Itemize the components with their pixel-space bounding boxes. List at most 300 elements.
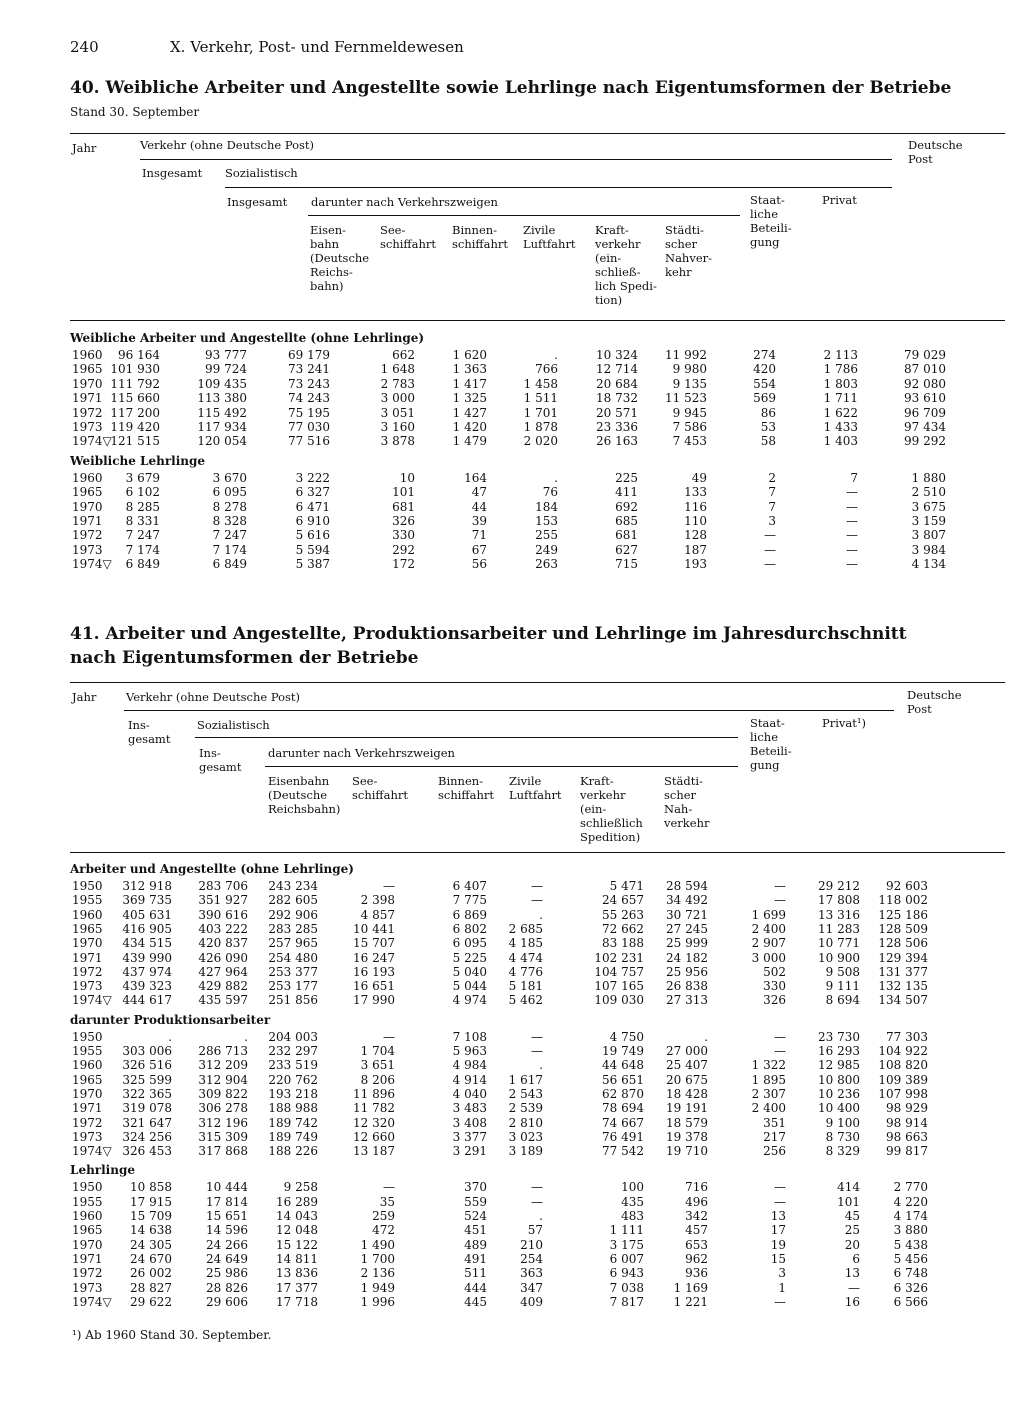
value-cell: 25 986 <box>206 1266 248 1281</box>
value-cell: 39 <box>471 514 487 528</box>
year-cell: 1960 <box>72 348 103 362</box>
value-cell: 188 988 <box>268 1101 318 1116</box>
value-cell: — <box>846 485 858 500</box>
value-cell: 62 870 <box>602 1086 644 1101</box>
value-cell: 4 857 <box>360 907 395 922</box>
value-cell: 12 714 <box>596 362 638 377</box>
value-cell: 109 030 <box>594 993 644 1008</box>
value-cell: 71 <box>471 528 487 543</box>
value-cell: 8 694 <box>825 993 860 1008</box>
value-cell: 24 670 <box>130 1251 172 1266</box>
value-cell: 681 <box>615 528 638 543</box>
value-cell: 370 <box>464 1180 487 1195</box>
value-cell: 2 770 <box>893 1180 928 1195</box>
value-cell: 3 878 <box>380 434 415 449</box>
value-cell: 7 174 <box>125 542 160 557</box>
col-verkehr: Verkehr (ohne Deutsche Post) <box>126 690 301 704</box>
value-cell: 7 038 <box>609 1280 644 1295</box>
value-cell: — <box>846 528 858 543</box>
value-cell: 93 777 <box>205 348 247 362</box>
value-cell: 420 837 <box>198 936 248 951</box>
value-cell: 15 <box>770 1251 786 1266</box>
year-cell: 1974▽ <box>72 993 112 1008</box>
value-cell: 7 586 <box>672 420 707 434</box>
value-cell: 6 849 <box>125 557 160 572</box>
value-cell: 427 964 <box>198 964 248 979</box>
value-cell: 7 <box>850 470 858 485</box>
value-cell: 24 657 <box>602 893 644 908</box>
value-cell: 1 325 <box>452 391 487 406</box>
value-cell: — <box>774 1180 786 1195</box>
year-cell: 1965 <box>72 362 103 377</box>
value-cell: — <box>531 1044 543 1058</box>
section-label: Weibliche Arbeiter und Angestellte (ohne Lehrlinge) <box>70 331 425 345</box>
value-cell: 111 792 <box>110 376 160 391</box>
value-cell: 6 471 <box>295 499 330 514</box>
year-cell: 1972 <box>72 528 103 543</box>
table-row <box>0 1266 1024 1280</box>
table-row <box>0 1030 1024 1044</box>
value-cell: 692 <box>615 499 638 514</box>
value-cell: 434 515 <box>122 936 172 951</box>
table-row <box>0 528 1024 542</box>
col-privat: Privat <box>822 193 857 207</box>
year-cell: 1973 <box>72 542 103 557</box>
col-binnen: Binnen- schiffahrt <box>452 223 508 251</box>
value-cell: 5 387 <box>295 557 330 572</box>
value-cell: 1 490 <box>360 1237 395 1252</box>
value-cell: 233 519 <box>268 1058 318 1073</box>
value-cell: 3 408 <box>452 1115 487 1130</box>
value-cell: — <box>764 542 776 557</box>
value-cell: 416 905 <box>122 921 172 936</box>
rule-darunter <box>265 766 738 767</box>
value-cell: 1 803 <box>823 376 858 391</box>
value-cell: 437 974 <box>122 964 172 979</box>
value-cell: 97 434 <box>904 420 946 434</box>
value-cell: 27 245 <box>666 921 708 936</box>
value-cell: 29 622 <box>130 1294 172 1309</box>
value-cell: 74 243 <box>288 391 330 406</box>
value-cell: 92 080 <box>904 376 946 391</box>
value-cell: 254 <box>520 1251 543 1266</box>
value-cell: 439 990 <box>122 950 172 965</box>
value-cell: 259 <box>372 1209 395 1223</box>
value-cell: 4 776 <box>508 964 543 979</box>
value-cell: — <box>846 514 858 528</box>
value-cell: 9 111 <box>825 979 860 994</box>
value-cell: 9 135 <box>672 376 707 391</box>
table-row <box>0 420 1024 434</box>
value-cell: 317 868 <box>198 1144 248 1159</box>
section-label: Arbeiter und Angestellte (ohne Lehrlinge) <box>70 862 354 876</box>
value-cell: 44 <box>471 499 487 514</box>
value-cell: 2 307 <box>751 1086 786 1101</box>
year-cell: 1960 <box>72 907 103 922</box>
value-cell: 3 023 <box>508 1129 543 1144</box>
value-cell: 483 <box>621 1209 644 1223</box>
value-cell: 2 783 <box>380 376 415 391</box>
value-cell: — <box>764 528 776 543</box>
value-cell: 18 732 <box>596 391 638 406</box>
value-cell: 3 880 <box>893 1223 928 1238</box>
value-cell: 49 <box>691 470 707 485</box>
value-cell: 2 539 <box>508 1101 543 1116</box>
value-cell: 2 543 <box>508 1086 543 1101</box>
value-cell: 101 <box>837 1194 860 1209</box>
value-cell: 20 571 <box>596 405 638 420</box>
col-post: Deutsche Post <box>907 688 962 716</box>
value-cell: 4 185 <box>508 936 543 951</box>
table-row <box>0 471 1024 485</box>
value-cell: 5 616 <box>295 528 330 543</box>
col-eisenbahn: Eisenbahn (Deutsche Reichsbahn) <box>268 774 341 816</box>
value-cell: 3 175 <box>609 1237 644 1252</box>
value-cell: 390 616 <box>198 907 248 922</box>
value-cell: 283 285 <box>268 921 318 936</box>
value-cell: — <box>848 1280 860 1295</box>
value-cell: 184 <box>535 499 558 514</box>
table-40-subtitle: Stand 30. September <box>70 105 200 119</box>
value-cell: 109 435 <box>197 376 247 391</box>
value-cell: 1 704 <box>360 1044 395 1058</box>
col-kraft: Kraft- verkehr (ein- schließ- lich Spedi- tion) <box>595 223 657 307</box>
value-cell: 116 <box>684 499 707 514</box>
value-cell: 1 322 <box>751 1058 786 1073</box>
value-cell: — <box>774 1194 786 1209</box>
rule-darunter <box>308 215 740 216</box>
value-cell: 10 771 <box>818 936 860 951</box>
table-41-title-line2: nach Eigentumsformen der Betriebe <box>70 648 419 668</box>
table-row <box>0 434 1024 448</box>
value-cell: . <box>554 470 558 485</box>
value-cell: 936 <box>685 1266 708 1281</box>
table-row <box>0 993 1024 1007</box>
year-cell: 1960 <box>72 1209 103 1223</box>
value-cell: 4 040 <box>452 1086 487 1101</box>
value-cell: 2 685 <box>508 921 543 936</box>
value-cell: 1 <box>778 1280 786 1295</box>
year-cell: 1965 <box>72 485 103 500</box>
value-cell: 5 594 <box>295 542 330 557</box>
value-cell: 6 326 <box>893 1280 928 1295</box>
value-cell: 99 292 <box>904 434 946 449</box>
value-cell: 1 880 <box>911 470 946 485</box>
value-cell: 8 328 <box>212 514 247 528</box>
value-cell: 87 010 <box>904 362 946 377</box>
value-cell: 58 <box>760 434 776 449</box>
value-cell: 330 <box>763 979 786 994</box>
value-cell: 25 999 <box>666 936 708 951</box>
value-cell: 75 195 <box>288 405 330 420</box>
table-row <box>0 1223 1024 1237</box>
value-cell: — <box>383 1029 395 1044</box>
col-post: Deutsche Post <box>908 138 963 166</box>
table-row <box>0 1209 1024 1223</box>
value-cell: 6 910 <box>295 514 330 528</box>
year-cell: 1971 <box>72 950 103 965</box>
value-cell: 5 963 <box>452 1044 487 1058</box>
value-cell: 20 <box>844 1237 860 1252</box>
value-cell: 8 730 <box>825 1129 860 1144</box>
value-cell: 13 316 <box>818 907 860 922</box>
table-row <box>0 1252 1024 1266</box>
value-cell: 11 896 <box>353 1086 395 1101</box>
value-cell: 99 817 <box>886 1144 928 1159</box>
value-cell: 255 <box>535 528 558 543</box>
value-cell: 118 002 <box>878 893 928 908</box>
value-cell: 28 594 <box>666 879 708 893</box>
value-cell: 420 <box>753 362 776 377</box>
value-cell: 8 329 <box>825 1144 860 1159</box>
value-cell: 1 111 <box>609 1223 644 1238</box>
table-row <box>0 965 1024 979</box>
value-cell: 16 <box>844 1294 860 1309</box>
value-cell: 232 297 <box>268 1044 318 1058</box>
value-cell: 28 827 <box>130 1280 172 1295</box>
year-cell: 1950 <box>72 1180 103 1195</box>
value-cell: 6 849 <box>212 557 247 572</box>
value-cell: 554 <box>753 376 776 391</box>
value-cell: . <box>539 1058 543 1073</box>
value-cell: 4 914 <box>452 1072 487 1087</box>
value-cell: 35 <box>379 1194 395 1209</box>
value-cell: 10 900 <box>818 950 860 965</box>
value-cell: 351 927 <box>198 893 248 908</box>
year-cell: 1974▽ <box>72 557 112 572</box>
value-cell: 121 515 <box>110 434 160 449</box>
value-cell: 189 749 <box>268 1129 318 1144</box>
value-cell: 67 <box>471 542 487 557</box>
value-cell: 3 051 <box>380 405 415 420</box>
value-cell: 45 <box>844 1209 860 1223</box>
value-cell: 4 134 <box>911 557 946 572</box>
value-cell: 274 <box>753 348 776 362</box>
year-cell: 1970 <box>72 499 103 514</box>
table-row <box>0 406 1024 420</box>
value-cell: 2 810 <box>508 1115 543 1130</box>
value-cell: 6 007 <box>609 1251 644 1266</box>
value-cell: 12 320 <box>353 1115 395 1130</box>
col-staat: Staat- liche Beteili- gung <box>750 716 792 772</box>
value-cell: 263 <box>535 557 558 572</box>
value-cell: 369 735 <box>122 893 172 908</box>
value-cell: 6 407 <box>452 879 487 893</box>
value-cell: 426 090 <box>198 950 248 965</box>
value-cell: 2 113 <box>823 348 858 362</box>
table-row <box>0 557 1024 571</box>
value-cell: 249 <box>535 542 558 557</box>
value-cell: 435 597 <box>198 993 248 1008</box>
value-cell: 3 189 <box>508 1144 543 1159</box>
value-cell: 303 006 <box>122 1044 172 1058</box>
value-cell: — <box>383 879 395 893</box>
value-cell: 330 <box>392 528 415 543</box>
value-cell: 4 984 <box>452 1058 487 1073</box>
value-cell: 29 212 <box>818 879 860 893</box>
year-cell: 1973 <box>72 1129 103 1144</box>
table-row <box>0 1281 1024 1295</box>
value-cell: 10 236 <box>818 1086 860 1101</box>
value-cell: 3 160 <box>380 420 415 434</box>
value-cell: — <box>531 893 543 908</box>
value-cell: 204 003 <box>268 1029 318 1044</box>
value-cell: 17 808 <box>818 893 860 908</box>
value-cell: 292 906 <box>268 907 318 922</box>
col-luft: Zivile Luftfahrt <box>523 223 576 251</box>
value-cell: 19 <box>770 1237 786 1252</box>
value-cell: 73 243 <box>288 376 330 391</box>
value-cell: 7 453 <box>672 434 707 449</box>
value-cell: 16 651 <box>353 979 395 994</box>
value-cell: 132 135 <box>878 979 928 994</box>
value-cell: 19 191 <box>666 1101 708 1116</box>
value-cell: 74 667 <box>602 1115 644 1130</box>
table-row <box>0 348 1024 362</box>
value-cell: 429 882 <box>198 979 248 994</box>
table-row <box>0 1180 1024 1194</box>
value-cell: 96 709 <box>904 405 946 420</box>
value-cell: 1 996 <box>360 1294 395 1309</box>
value-cell: 282 605 <box>268 893 318 908</box>
value-cell: 716 <box>685 1180 708 1195</box>
value-cell: 6 <box>852 1251 860 1266</box>
year-cell: 1971 <box>72 514 103 528</box>
value-cell: 489 <box>464 1237 487 1252</box>
value-cell: 286 713 <box>198 1044 248 1058</box>
value-cell: 86 <box>760 405 776 420</box>
value-cell: 1 620 <box>452 348 487 362</box>
table-row <box>0 391 1024 405</box>
value-cell: 254 480 <box>268 950 318 965</box>
table-row <box>0 1238 1024 1252</box>
year-cell: 1950 <box>72 1029 103 1044</box>
value-cell: 7 <box>768 499 776 514</box>
value-cell: 312 196 <box>198 1115 248 1130</box>
year-cell: 1974▽ <box>72 1144 112 1159</box>
value-cell: 7 817 <box>609 1294 644 1309</box>
table-row <box>0 979 1024 993</box>
year-cell: 1973 <box>72 979 103 994</box>
value-cell: 3 291 <box>452 1144 487 1159</box>
value-cell: — <box>531 1194 543 1209</box>
value-cell: 57 <box>527 1223 543 1238</box>
value-cell: 3 159 <box>911 514 946 528</box>
value-cell: 7 <box>768 485 776 500</box>
value-cell: 128 509 <box>878 921 928 936</box>
value-cell: 18 579 <box>666 1115 708 1130</box>
value-cell: 2 400 <box>751 921 786 936</box>
value-cell: 78 694 <box>602 1101 644 1116</box>
value-cell: 30 721 <box>666 907 708 922</box>
value-cell: 17 718 <box>276 1294 318 1309</box>
value-cell: 15 122 <box>276 1237 318 1252</box>
col-eisenbahn: Eisen- bahn (Deutsche Reichs- bahn) <box>310 223 370 293</box>
value-cell: 5 181 <box>508 979 543 994</box>
value-cell: 104 922 <box>878 1044 928 1058</box>
value-cell: 7 174 <box>212 542 247 557</box>
value-cell: 7 247 <box>125 528 160 543</box>
value-cell: 27 313 <box>666 993 708 1008</box>
value-cell: 14 043 <box>276 1209 318 1223</box>
value-cell: 6 095 <box>452 936 487 951</box>
value-cell: 24 182 <box>666 950 708 965</box>
table-row <box>0 362 1024 376</box>
value-cell: . <box>554 348 558 362</box>
value-cell: 4 974 <box>452 993 487 1008</box>
value-cell: 25 956 <box>666 964 708 979</box>
value-cell: 9 258 <box>283 1180 318 1195</box>
value-cell: 13 836 <box>276 1266 318 1281</box>
value-cell: 115 660 <box>110 391 160 406</box>
value-cell: 2 <box>768 470 776 485</box>
value-cell: 3 679 <box>125 470 160 485</box>
value-cell: 26 163 <box>596 434 638 449</box>
value-cell: 325 599 <box>122 1072 172 1087</box>
table-row <box>0 1044 1024 1058</box>
value-cell: 10 858 <box>130 1180 172 1195</box>
value-cell: 8 206 <box>360 1072 395 1087</box>
value-cell: — <box>846 499 858 514</box>
value-cell: 8 331 <box>125 514 160 528</box>
value-cell: 10 441 <box>353 921 395 936</box>
table-row <box>0 1087 1024 1101</box>
value-cell: 96 164 <box>118 348 160 362</box>
rule-t40-top <box>70 133 1005 134</box>
value-cell: 15 707 <box>353 936 395 951</box>
value-cell: 2 510 <box>911 485 946 500</box>
value-cell: 653 <box>685 1237 708 1252</box>
value-cell: 19 378 <box>666 1129 708 1144</box>
value-cell: 14 596 <box>206 1223 248 1238</box>
value-cell: 342 <box>685 1209 708 1223</box>
value-cell: 77 516 <box>288 434 330 449</box>
value-cell: 8 278 <box>212 499 247 514</box>
value-cell: 1 648 <box>380 362 415 377</box>
value-cell: 491 <box>464 1251 487 1266</box>
value-cell: . <box>244 1029 248 1044</box>
table-row <box>0 500 1024 514</box>
value-cell: 115 492 <box>197 405 247 420</box>
table-row <box>0 377 1024 391</box>
col-insgesamt: Ins- gesamt <box>128 718 171 746</box>
value-cell: 414 <box>837 1180 860 1195</box>
value-cell: 3 000 <box>380 391 415 406</box>
value-cell: 5 040 <box>452 964 487 979</box>
running-title: X. Verkehr, Post- und Fernmeldewesen <box>170 38 464 56</box>
value-cell: 10 444 <box>206 1180 248 1195</box>
value-cell: 6 102 <box>125 485 160 500</box>
year-cell: 1960 <box>72 470 103 485</box>
value-cell: 73 241 <box>288 362 330 377</box>
value-cell: 1 711 <box>823 391 858 406</box>
value-cell: 511 <box>464 1266 487 1281</box>
table-41-title-line1: 41. Arbeiter und Angestellte, Produktionsarbeiter und Lehrlinge im Jahresdurchschnitt <box>70 624 907 644</box>
value-cell: . <box>539 1209 543 1223</box>
value-cell: 17 377 <box>276 1280 318 1295</box>
value-cell: 662 <box>392 348 415 362</box>
value-cell: 6 802 <box>452 921 487 936</box>
table-row <box>0 879 1024 893</box>
value-cell: 444 617 <box>122 993 172 1008</box>
value-cell: 347 <box>520 1280 543 1295</box>
value-cell: 1 363 <box>452 362 487 377</box>
value-cell: 1 458 <box>523 376 558 391</box>
value-cell: 243 234 <box>268 879 318 893</box>
section-label: Weibliche Lehrlinge <box>70 453 206 468</box>
value-cell: 28 826 <box>206 1280 248 1295</box>
value-cell: 627 <box>615 542 638 557</box>
